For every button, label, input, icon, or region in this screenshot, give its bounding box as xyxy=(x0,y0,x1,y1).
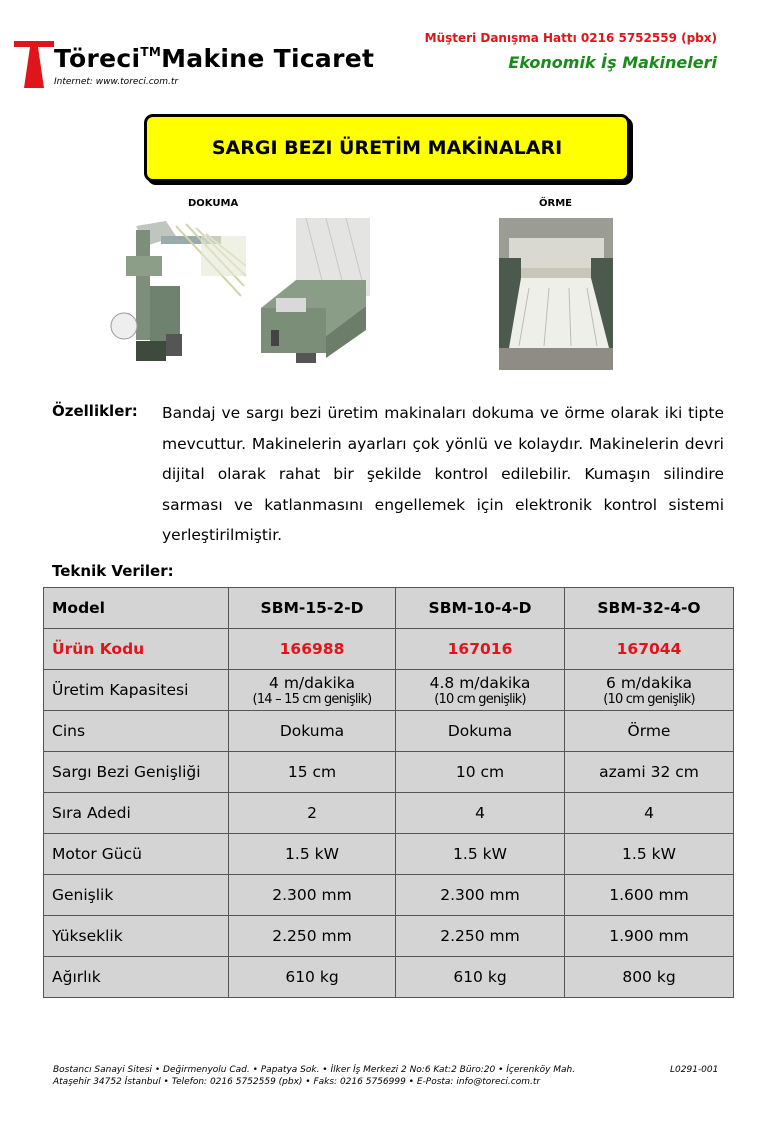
table-cell: 4 xyxy=(396,793,565,834)
footer-address-line-1: Bostancı Sanayi Sitesi • Değirmenyolu Cad. • Papatya Sok. • İlker İş Merkezi 2 No:6 Kat:2 Büro:20 • İçerenköy Mah. xyxy=(53,1065,576,1075)
table-header-row xyxy=(44,588,734,629)
table-row xyxy=(44,793,734,834)
capacity-row xyxy=(44,670,734,711)
table-cell: 1.900 mm xyxy=(565,916,734,957)
table-cell: Ürün Kodu xyxy=(44,629,229,670)
table-cell: 2.300 mm xyxy=(229,875,396,916)
table-cell: 4.8 m/dakika (10 cm genişlik) xyxy=(396,670,565,711)
header-cell: SBM-32-4-O xyxy=(565,588,734,629)
footer-address-line-2: Ataşehir 34752 İstanbul • Telefon: 0216 5752559 (pbx) • Faks: 0216 5756999 • E-Posta: info@toreci.com.tr xyxy=(53,1077,541,1087)
weaving-machine-photo-2 xyxy=(256,218,370,368)
table-cell: 167044 xyxy=(565,629,734,670)
slogan-text: Ekonomik İş Makineleri xyxy=(508,53,717,72)
table-row xyxy=(44,957,734,998)
hotline-text: Müşteri Danışma Hattı 0216 5752559 (pbx) xyxy=(424,31,717,45)
table-cell: 2.250 mm xyxy=(396,916,565,957)
table-cell: Yükseklik xyxy=(44,916,229,957)
knitting-machine-photo xyxy=(499,218,613,370)
caption-orme: ÖRME xyxy=(539,198,572,209)
document-code: L0291-001 xyxy=(670,1065,719,1075)
table-cell: 2 xyxy=(229,793,396,834)
table-cell: 4 m/dakika (14 – 15 cm genişlik) xyxy=(229,670,396,711)
table-cell: Sargı Bezi Genişliği xyxy=(44,752,229,793)
header-cell: Model xyxy=(44,588,229,629)
toreci-logo xyxy=(14,30,54,88)
table-cell: 1.5 kW xyxy=(229,834,396,875)
table-cell: Genişlik xyxy=(44,875,229,916)
table-cell: 167016 xyxy=(396,629,565,670)
website-text: Internet: www.toreci.com.tr xyxy=(54,77,179,87)
spec-table xyxy=(43,587,734,998)
table-cell: 2.250 mm xyxy=(229,916,396,957)
table-cell: 1.5 kW xyxy=(565,834,734,875)
table-cell: 1.600 mm xyxy=(565,875,734,916)
table-cell: Motor Gücü xyxy=(44,834,229,875)
table-row xyxy=(44,711,734,752)
table-cell: 15 cm xyxy=(229,752,396,793)
header-cell: SBM-15-2-D xyxy=(229,588,396,629)
product-code-row xyxy=(44,629,734,670)
title-banner: SARGI BEZI ÜRETİM MAKİNALARI xyxy=(144,114,630,182)
table-cell: 610 kg xyxy=(396,957,565,998)
table-cell: Cins xyxy=(44,711,229,752)
table-cell: 800 kg xyxy=(565,957,734,998)
header-cell: SBM-10-4-D xyxy=(396,588,565,629)
table-cell: Üretim Kapasitesi xyxy=(44,670,229,711)
table-row xyxy=(44,834,734,875)
table-cell: 2.300 mm xyxy=(396,875,565,916)
features-label: Özellikler: xyxy=(52,402,138,420)
brand-name: Töreci™Makine Ticaret xyxy=(54,44,375,73)
table-row xyxy=(44,752,734,793)
table-row xyxy=(44,875,734,916)
table-cell: Ağırlık xyxy=(44,957,229,998)
table-cell: 610 kg xyxy=(229,957,396,998)
table-cell: 6 m/dakika (10 cm genişlik) xyxy=(565,670,734,711)
table-cell: Örme xyxy=(565,711,734,752)
table-row xyxy=(44,916,734,957)
table-cell: 4 xyxy=(565,793,734,834)
table-cell: Dokuma xyxy=(229,711,396,752)
table-cell: Dokuma xyxy=(396,711,565,752)
table-cell: azami 32 cm xyxy=(565,752,734,793)
table-cell: 166988 xyxy=(229,629,396,670)
tech-data-label: Teknik Veriler: xyxy=(52,562,174,580)
table-cell: Sıra Adedi xyxy=(44,793,229,834)
weaving-machine-photo-1 xyxy=(106,216,248,368)
caption-dokuma: DOKUMA xyxy=(188,198,239,209)
features-text: Bandaj ve sargı bezi üretim makinaları dokuma ve örme olarak iki tipte mevcuttur. Makinelerin ayarları çok yönlü ve kolaydır. Makinelerin devri dijital olarak rahat bir şekilde kontrol edilebilir. Kumaşın silindire sarması ve katlanmasını engellemek için elektronik kontrol sistemi yerleştirilmiştir. xyxy=(162,404,724,544)
table-cell: 10 cm xyxy=(396,752,565,793)
table-cell: 1.5 kW xyxy=(396,834,565,875)
